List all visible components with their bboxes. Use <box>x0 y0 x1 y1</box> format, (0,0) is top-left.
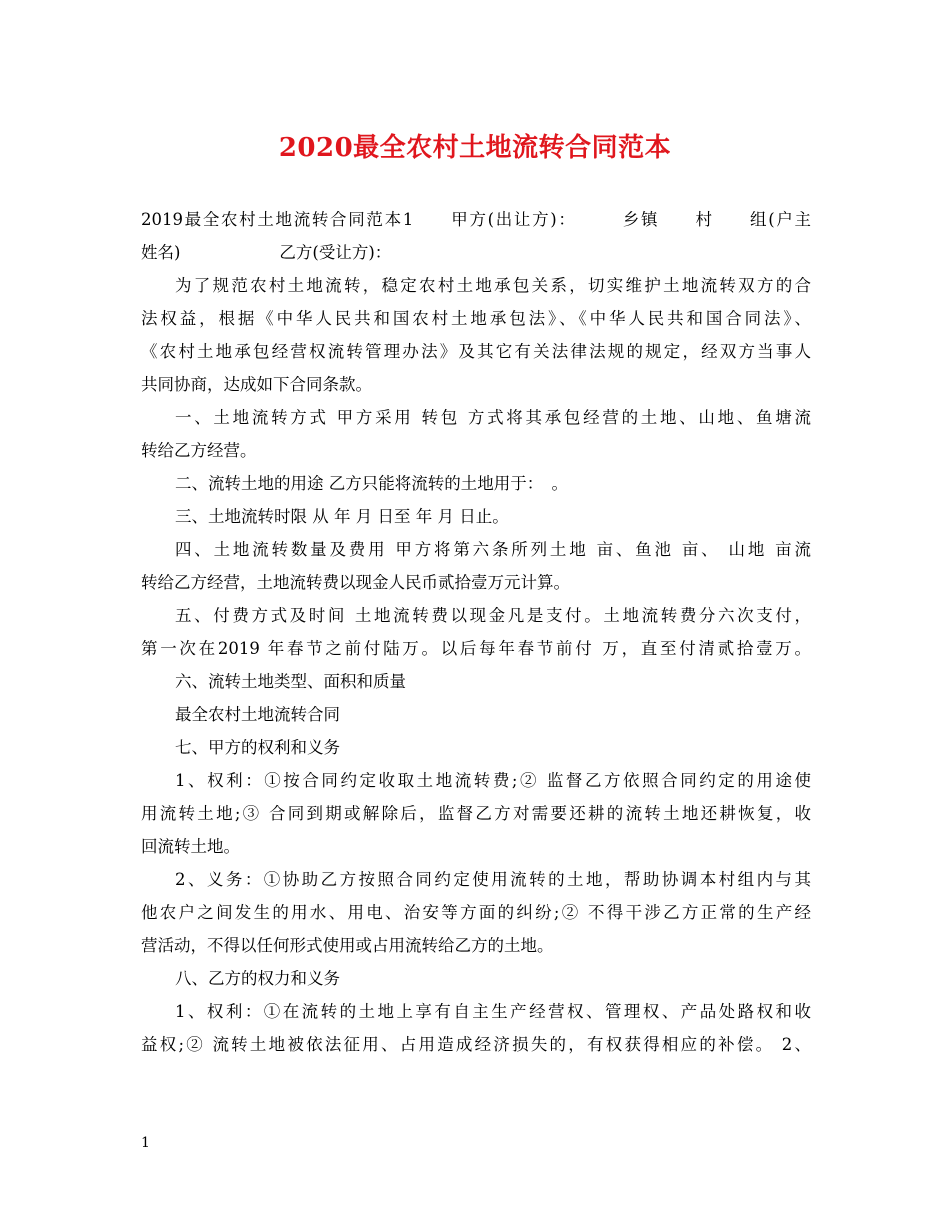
text-line: 1、权利：①按合同约定收取土地流转费;② 监督乙方依照合同约定的用途使 <box>175 771 811 790</box>
text-line: 营活动，不得以任何形式使用或占用流转给乙方的土地。 <box>141 936 554 955</box>
text-line: 益权;② 流转土地被依法征用、占用造成经济损失的，有权获得相应的补偿。 2、 <box>141 1035 811 1054</box>
text-line: 回流转土地。 <box>141 837 240 856</box>
text-line: 转给乙方经营。 <box>141 441 257 460</box>
text-line: 八、乙方的权力和义务 <box>175 969 340 988</box>
text-line: 第一次在2019 年春节之前付陆万。以后每年春节前付 万，直至付清贰拾壹万。 <box>141 639 811 658</box>
text-line: 法权益，根据《中华人民共和国农村土地承包法》、《中华人民共和国合同法》、 <box>141 309 811 328</box>
text-line: 五、付费方式及时间 土地流转费以现金凡是支付。土地流转费分六次支付， <box>175 606 811 625</box>
text-line: 最全农村土地流转合同 <box>175 705 340 724</box>
document-title: 2020最全农村土地流转合同范本 <box>278 133 672 163</box>
text-line: 七、甲方的权利和义务 <box>175 738 340 757</box>
text-line: 一、土地流转方式 甲方采用 转包 方式将其承包经营的土地、山地、鱼塘流 <box>175 408 811 427</box>
document-body <box>141 203 811 1061</box>
text-line: 2、义务：①协助乙方按照合同约定使用流转的土地，帮助协调本村组内与其 <box>175 870 811 889</box>
text-line: 姓名) 乙方(受让方)： <box>141 243 392 262</box>
text-line: 他农户之间发生的用水、用电、治安等方面的纠纷;② 不得干涉乙方正常的生产经 <box>141 903 811 922</box>
text-line: 二、流转土地的用途 乙方只能将流转的土地用于： 。 <box>175 474 568 493</box>
text-line: 三、土地流转时限 从 年 月 日至 年 月 日止。 <box>175 507 509 526</box>
text-line: 用流转土地;③ 合同到期或解除后，监督乙方对需要还耕的流转土地还耕恢复，收 <box>141 804 811 823</box>
text-line: 1、权利：①在流转的土地上享有自主生产经营权、管理权、产品处路权和收 <box>175 1002 811 1021</box>
text-line: 六、流转土地类型、面积和质量 <box>175 672 406 691</box>
text-line: 四、土地流转数量及费用 甲方将第六条所列土地 亩、鱼池 亩、 山地 亩流 <box>175 540 811 559</box>
page-number: 1 <box>141 1135 150 1151</box>
text-line: 为了规范农村土地流转，稳定农村土地承包关系，切实维护土地流转双方的合 <box>175 276 811 295</box>
text-line: 2019最全农村土地流转合同范本1 甲方(出让方)： 乡镇 村 组(户主 <box>141 210 811 229</box>
text-line: 《农村土地承包经营权流转管理办法》及其它有关法律法规的规定，经双方当事人 <box>141 342 811 361</box>
text-line: 共同协商，达成如下合同条款。 <box>141 375 372 394</box>
text-line: 转给乙方经营，土地流转费以现金人民币贰拾壹万元计算。 <box>141 573 570 592</box>
